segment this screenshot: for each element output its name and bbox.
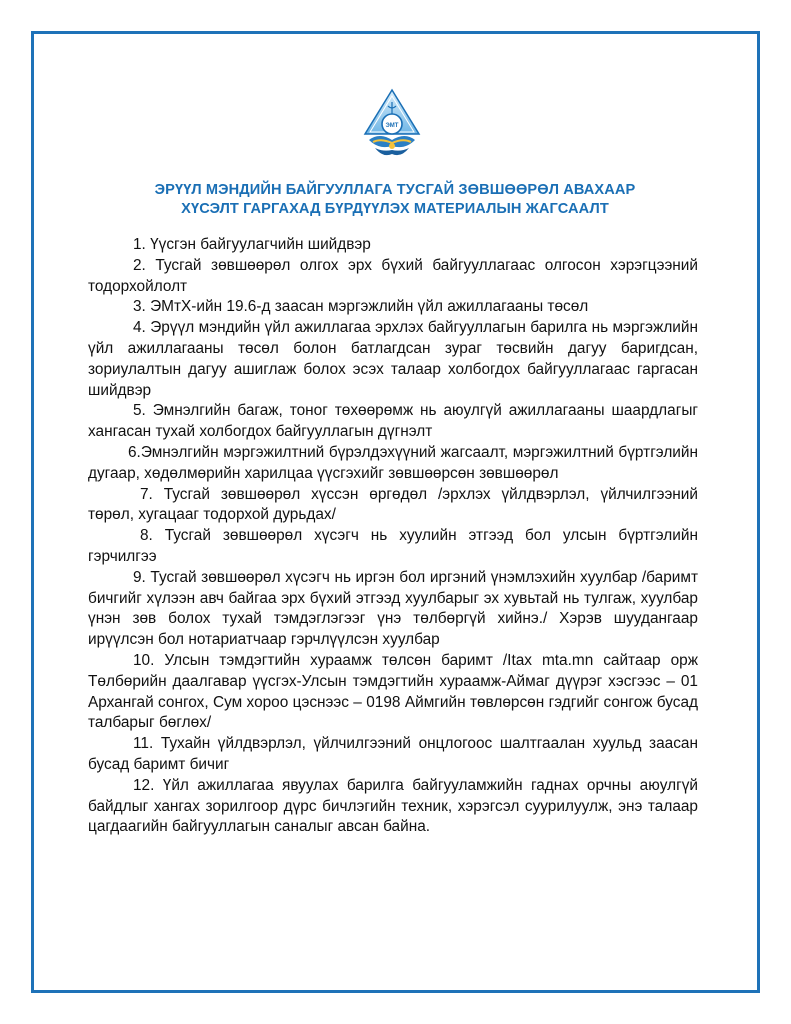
list-item: 5. Эмнэлгийн багаж, тоног төхөөрөмж нь аюулгүй ажиллагааны шаардлагыг хангасан тухай холбогдох байгууллагын дүгнэлт [88, 402, 698, 441]
list-item: 2. Тусгай зөвшөөрөл олгох эрх бүхий байгууллагаас олгосон хэрэгцээний тодорхойлолт [88, 256, 698, 295]
title-line-2: ХҮСЭЛТ ГАРГАХАД БҮРДҮҮЛЭХ МАТЕРИАЛЫН ЖАГСААЛТ [181, 201, 609, 217]
logo-label: ЭМТ [385, 123, 399, 129]
list-item: 10. Улсын тэмдэгтийн хураамж төлсөн баримт /Itax mta.mn сайтаар орж Төлбөрийн даалгавар үүсгэх-Улсын тэмдэгтийн хураамж-Аймаг дүүрэг хэсгээс – 01 Архангай сонгох, Сум хороо цэснээс – 0198 Аймгийн төвлөрсөн гэдгийг сонгож бусад талбарыг бөглөх/ [88, 651, 698, 732]
list-item: 8. Тусгай зөвшөөрөл хүсэгч нь хуулийн этгээд бол улсын бүртгэлийн гэрчилгээ [88, 527, 698, 565]
list-item: 4. Эрүүл мэндийн үйл ажиллагаа эрхлэх байгууллагын барилга нь мэргэжлийн үйл ажиллагааны төсөл болон батлагдсан зураг төсвийн дагуу баригдсан, зориулалтын дагуу ашиглаж болох эсэх талаар холбогдох байгууллагаас гаргасан шийдвэр [88, 319, 698, 399]
emt-medical-emblem-icon [361, 88, 423, 162]
requirements-list [88, 235, 698, 838]
list-item: 1. Үүсгэн байгуулагчийн шийдвэр [133, 236, 371, 253]
list-item: 9. Тусгай зөвшөөрөл хүсэгч нь иргэн бол иргэний үнэмлэхийн хуулбар /баримт бичгийг хүлээн авч байгаа эрх бүхий этгээд хуулбарыг эх хувьтай нь тулгаж, хуулбар үнэн зөв болох тухай тэмдэглэгээг үнэ төлбөргүй хийнэ./ Хэрэв шуудангаар ирүүлсэн бол нотариатчаар гэрчлүүлсэн хуулбар [88, 568, 698, 649]
list-item: 11. Тухайн үйлдвэрлэл, үйлчилгээний онцлогоос шалтгаалан хуульд заасан бусад баримт бичиг [88, 735, 698, 773]
document-title [60, 181, 730, 219]
list-item: 6.Эмнэлгийн мэргэжилтний бүрэлдэхүүний жагсаалт, мэргэжилтний бүртгэлийн дугаар, хөдөлмөрийн харилцаа үүсгэхийг зөвшөөрсөн зөвшөөрөл [88, 443, 698, 482]
list-item: 12. Үйл ажиллагаа явуулах барилга байгууламжийн гаднах орчны аюулгүй байдлыг хангах зорилгоор дүрс бичлэгийн техник, хэрэгсэл суурилуулж, энэ талаар цагдаагийн байгууллагын саналыг авсан байна. [88, 776, 698, 836]
list-item: 3. ЭМтХ-ийн 19.6-д заасан мэргэжлийн үйл ажиллагааны төсөл [133, 298, 589, 316]
title-line-1: ЭРҮҮЛ МЭНДИЙН БАЙГУУЛЛАГА ТУСГАЙ ЗӨВШӨӨРӨЛ АВАХААР [154, 182, 636, 198]
list-item: 7. Тусгай зөвшөөрөл хүссэн өргөдөл /эрхлэх үйлдвэрлэл, үйлчилгээний төрөл, хугацааг тодорхой дурьдах/ [88, 485, 698, 524]
